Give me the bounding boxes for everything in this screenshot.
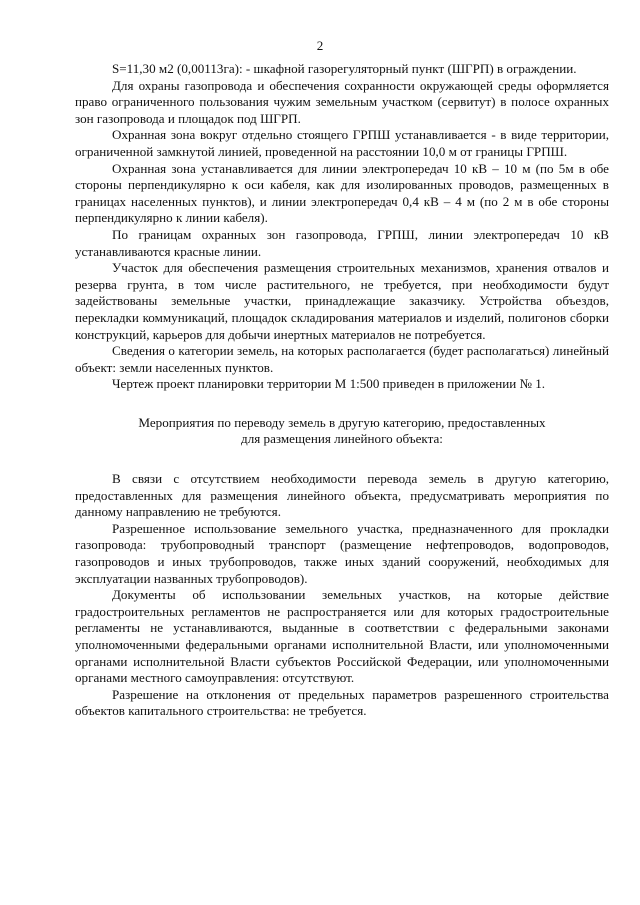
- paragraph-servitude: Для охраны газопровода и обеспечения сохранности окружающей среды оформляется право ограниченного пользования чужим земельным участком (сервитут) в полосе охранных зон газопровода и площадок под ШГРП.: [75, 77, 609, 126]
- paragraph-grpsh-protection-zone: Охранная зона вокруг отдельно стоящего ГРПШ устанавливается - в виде территории, ограниченной замкнутой линией, проведенной на расстоянии 10,0 м от границы ГРПШ.: [75, 127, 609, 159]
- paragraph-deviation-permit: Разрешение на отклонения от предельных параметров разрешенного строительства объектов капитального строительства: не требуется.: [75, 686, 609, 719]
- page-number: 2: [316, 38, 324, 53]
- paragraph-land-category: Сведения о категории земель, на которых располагается (будет располагаться) линейный объект: земли населенных пунктов.: [75, 343, 609, 375]
- paragraph-red-lines: По границам охранных зон газопровода, ГРПШ, линии электропередач 10 кВ устанавливаются красные линии.: [75, 226, 609, 259]
- paragraph-land-use-documents: Документы об использовании земельных участков, на которые действие градостроительных регламентов не распространяется или для которых градостроительные регламенты не устанавливаются, выданные в соответствии с федеральными законами уполномоченными федеральными органами исполнительной Власти, или уполномоченными органами исполнительной Власти субъектов Российской Федерации, или уполномоченными органами местного самоуправления: отсутствуют.: [75, 587, 609, 686]
- section-heading: [75, 415, 609, 448]
- paragraph-permitted-use: Разрешенное использование земельного участка, предназначенного для прокладки газопровода: трубопроводный транспорт (размещение нефтепроводов, водопроводов, газопроводов и иных трубопроводов, также иных зданий сооружений, необходимых для эксплуатации названных трубопроводов).: [75, 520, 609, 586]
- section-heading-line-2: для размещения линейного объекта:: [241, 431, 443, 447]
- document-body: [75, 61, 609, 720]
- paragraph-construction-site: Участок для обеспечения размещения строительных механизмов, хранения отвалов и резерва грунта, в том числе растительного, не требуется, при необходимости будут задействованы земельные участки, принадлежащие заказчику. Устройства объездов, перекладки коммуникаций, площадок складирования материалов и изделий, полигонов сборки конструкций, карьеров для добычи инертных материалов не потребуется.: [75, 260, 609, 342]
- paragraph-drawing-reference: Чертеж проект планировки территории М 1:500 приведен в приложении № 1.: [112, 376, 546, 392]
- paragraph-no-transfer-needed: В связи с отсутствием необходимости перевода земель в другую категорию, предоставленных для размещения линейного объекта, предусматривать мероприятия по данному направлению не требуются.: [75, 471, 609, 520]
- paragraph-area-shgrp: S=11,30 м2 (0,00113га): - шкафной газорегуляторный пункт (ШГРП) в ограждении.: [112, 61, 577, 76]
- section-heading-line-1: Мероприятия по переводу земель в другую категорию, предоставленных: [138, 414, 546, 430]
- paragraph-power-line-protection-zone: Охранная зона устанавливается для линии электропередач 10 кВ – 10 м (по 5м в обе стороны перпендикулярно к оси кабеля, как для изолированных проводов, размещенных в границах населенных пунктов), и линии электропередач 0,4 кВ – 4 м (по 2 м в обе стороны перпендикулярно к линии кабеля).: [75, 160, 609, 226]
